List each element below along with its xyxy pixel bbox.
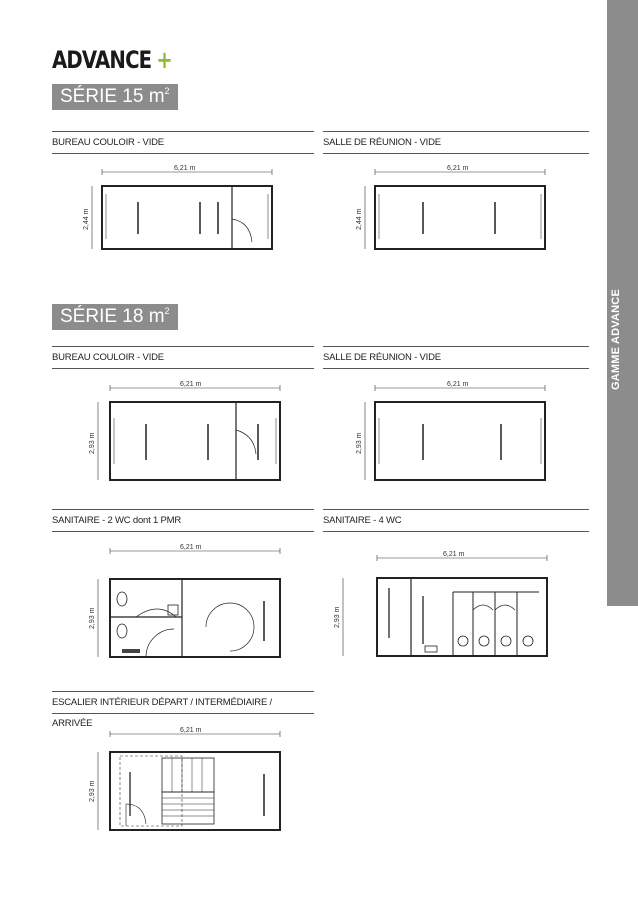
width-label: 2,93 m: [89, 432, 96, 454]
length-label: 6,21 m: [174, 165, 196, 172]
floor-plan-sanitaire-4wc: [333, 548, 548, 663]
side-tab-label: GAMME ADVANCE: [610, 289, 622, 390]
section-header-salle-18: [323, 346, 589, 369]
brand-name: ADVANCE: [52, 46, 152, 74]
section-header-salle-15: [323, 131, 589, 154]
width-label: 2,93 m: [334, 606, 341, 628]
section-header-escalier: [52, 691, 314, 729]
brand-plus: +: [156, 46, 172, 74]
series-18-label: SÉRIE 18 m: [60, 306, 165, 327]
section-title: ESCALIER INTÉRIEUR DÉPART / INTERMÉDIAIRE / ARRIVÉE: [52, 697, 272, 729]
width-label: 2,93 m: [356, 432, 363, 454]
series-18-badge: [52, 304, 178, 330]
section-title: SANITAIRE - 2 WC dont 1 PMR: [52, 515, 182, 526]
length-label: 6,21 m: [447, 381, 469, 388]
brand-title: [52, 46, 172, 74]
section-title: SANITAIRE - 4 WC: [323, 515, 402, 526]
width-label: 2,44 m: [83, 208, 90, 230]
floor-plan-bureau-18: [86, 380, 286, 485]
series-15-label: SÉRIE 15 m: [60, 86, 165, 107]
width-label: 2,44 m: [356, 208, 363, 230]
section-header-bureau-15: [52, 131, 314, 154]
floor-plan-escalier: [86, 724, 286, 836]
series-15-sup: 2: [164, 86, 170, 96]
floor-plan-salle-15: [355, 164, 555, 254]
section-title: BUREAU COULOIR - VIDE: [52, 137, 164, 148]
floor-plan-sanitaire-2wc: [86, 541, 286, 661]
section-header-sanitaire-2wc: [52, 509, 314, 532]
length-label: 6,21 m: [180, 381, 202, 388]
section-header-bureau-18: [52, 346, 314, 369]
section-title: SALLE DE RÉUNION - VIDE: [323, 137, 441, 148]
width-label: 2,93 m: [89, 780, 96, 802]
width-label: 2,93 m: [89, 607, 96, 629]
section-header-sanitaire-4wc: [323, 509, 589, 532]
section-title: SALLE DE RÉUNION - VIDE: [323, 352, 441, 363]
length-label: 6,21 m: [180, 544, 202, 551]
length-label: 6,21 m: [447, 165, 469, 172]
length-label: 6,21 m: [443, 551, 465, 558]
series-15-badge: [52, 84, 178, 110]
length-label: 6,21 m: [180, 727, 202, 734]
floor-plan-bureau-15: [82, 164, 282, 254]
series-18-sup: 2: [164, 306, 170, 316]
section-title: BUREAU COULOIR - VIDE: [52, 352, 164, 363]
floor-plan-salle-18: [355, 380, 555, 485]
